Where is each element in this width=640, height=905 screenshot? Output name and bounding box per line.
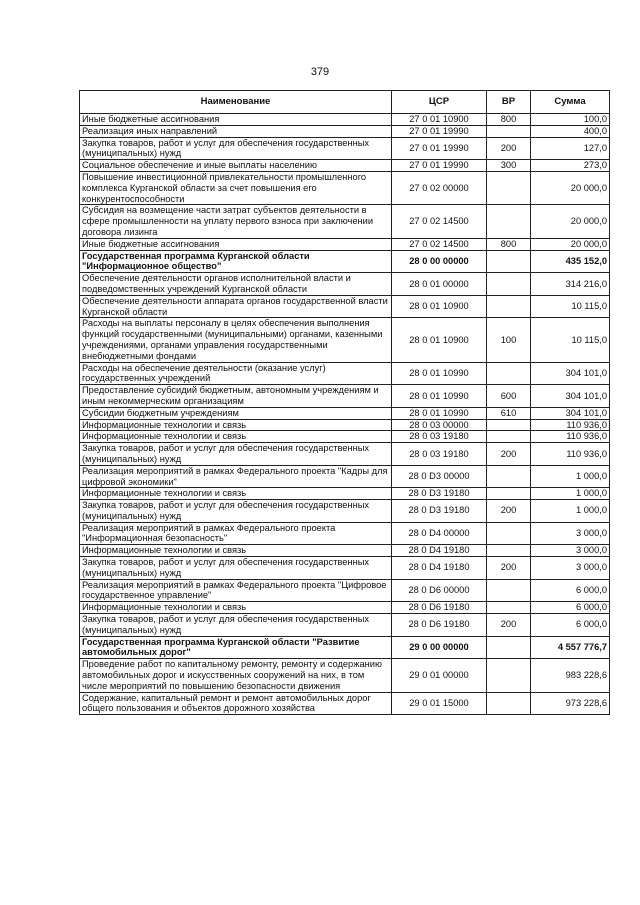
table-body: [80, 114, 610, 715]
cell-sum: 983 228,6: [531, 659, 610, 692]
cell-vr: [487, 125, 531, 137]
cell-name: Реализация мероприятий в рамках Федерального проекта "Информационная безопасность": [80, 522, 392, 545]
table-row: [80, 385, 610, 408]
table-row: [80, 362, 610, 385]
cell-csr: 28 0 D6 19180: [392, 602, 487, 614]
cell-csr: 28 0 00 00000: [392, 250, 487, 273]
cell-csr: 27 0 01 10900: [392, 114, 487, 126]
cell-name: Обеспечение деятельности органов исполнительной власти и подведомственных учреждений Курганской области: [80, 273, 392, 296]
table-row: [80, 602, 610, 614]
page-number: 379: [310, 66, 330, 78]
cell-name: Повышение инвестиционной привлекательности промышленного комплекса Курганской области за счет повышения его конкурентоспособности: [80, 171, 392, 204]
cell-csr: 28 0 D4 19180: [392, 545, 487, 557]
cell-sum: 1 000,0: [531, 488, 610, 500]
table-row: [80, 160, 610, 172]
cell-vr: 800: [487, 114, 531, 126]
cell-name: Информационные технологии и связь: [80, 545, 392, 557]
cell-csr: 29 0 01 15000: [392, 692, 487, 715]
cell-vr: [487, 636, 531, 659]
cell-csr: 27 0 01 19990: [392, 160, 487, 172]
cell-csr: 29 0 01 00000: [392, 659, 487, 692]
cell-vr: [487, 250, 531, 273]
cell-vr: [487, 659, 531, 692]
table-row: [80, 407, 610, 419]
cell-csr: 28 0 D3 00000: [392, 465, 487, 488]
cell-name: Закупка товаров, работ и услуг для обеспечения государственных (муниципальных) нужд: [80, 137, 392, 160]
cell-name: Закупка товаров, работ и услуг для обеспечения государственных (муниципальных) нужд: [80, 614, 392, 637]
cell-csr: 27 0 01 19990: [392, 125, 487, 137]
cell-sum: 3 000,0: [531, 557, 610, 580]
cell-sum: 10 115,0: [531, 318, 610, 362]
cell-sum: 4 557 776,7: [531, 636, 610, 659]
cell-name: Предоставление субсидий бюджетным, автономным учреждениям и иным некоммерческим организациям: [80, 385, 392, 408]
table-row: [80, 114, 610, 126]
header-name: Наименование: [80, 91, 392, 114]
table-row: [80, 125, 610, 137]
cell-csr: 28 0 D4 00000: [392, 522, 487, 545]
cell-name: Иные бюджетные ассигнования: [80, 114, 392, 126]
table-row: [80, 171, 610, 204]
table-row: [80, 614, 610, 637]
cell-sum: 1 000,0: [531, 465, 610, 488]
cell-name: Реализация мероприятий в рамках Федерального проекта "Кадры для цифровой экономики": [80, 465, 392, 488]
cell-vr: [487, 579, 531, 602]
cell-sum: 3 000,0: [531, 522, 610, 545]
cell-name: Информационные технологии и связь: [80, 419, 392, 431]
cell-name: Обеспечение деятельности аппарата органов государственной власти Курганской области: [80, 295, 392, 318]
cell-vr: 600: [487, 385, 531, 408]
cell-vr: 300: [487, 160, 531, 172]
cell-csr: 28 0 01 10990: [392, 407, 487, 419]
cell-sum: 304 101,0: [531, 407, 610, 419]
cell-csr: 28 0 01 00000: [392, 273, 487, 296]
cell-csr: 29 0 00 00000: [392, 636, 487, 659]
cell-sum: 20 000,0: [531, 171, 610, 204]
header-sum: Сумма: [531, 91, 610, 114]
table-row: [80, 557, 610, 580]
cell-name: Реализация мероприятий в рамках Федерального проекта "Цифровое государственное управление": [80, 579, 392, 602]
cell-sum: 6 000,0: [531, 602, 610, 614]
cell-sum: 314 216,0: [531, 273, 610, 296]
cell-vr: [487, 171, 531, 204]
table-row: [80, 636, 610, 659]
cell-vr: 200: [487, 557, 531, 580]
cell-sum: 100,0: [531, 114, 610, 126]
cell-name: Закупка товаров, работ и услуг для обеспечения государственных (муниципальных) нужд: [80, 557, 392, 580]
cell-name: Государственная программа Курганской области "Развитие автомобильных дорог": [80, 636, 392, 659]
cell-csr: 28 0 D3 19180: [392, 488, 487, 500]
cell-name: Иные бюджетные ассигнования: [80, 238, 392, 250]
table-row: [80, 500, 610, 523]
cell-name: Расходы на обеспечение деятельности (оказание услуг) государственных учреждений: [80, 362, 392, 385]
cell-csr: 28 0 03 19180: [392, 443, 487, 466]
cell-csr: 27 0 02 14500: [392, 238, 487, 250]
cell-sum: 110 936,0: [531, 443, 610, 466]
cell-csr: 28 0 D6 19180: [392, 614, 487, 637]
cell-sum: 273,0: [531, 160, 610, 172]
cell-vr: [487, 465, 531, 488]
cell-csr: 28 0 D3 19180: [392, 500, 487, 523]
cell-csr: 27 0 02 14500: [392, 205, 487, 238]
header-csr: ЦСР: [392, 91, 487, 114]
cell-sum: 20 000,0: [531, 238, 610, 250]
cell-sum: 435 152,0: [531, 250, 610, 273]
cell-sum: 6 000,0: [531, 614, 610, 637]
table-row: [80, 238, 610, 250]
cell-sum: 110 936,0: [531, 419, 610, 431]
table-row: [80, 522, 610, 545]
table-row: [80, 295, 610, 318]
table-row: [80, 273, 610, 296]
cell-sum: 304 101,0: [531, 385, 610, 408]
cell-vr: [487, 692, 531, 715]
cell-vr: [487, 419, 531, 431]
table-row: [80, 659, 610, 692]
table-row: [80, 488, 610, 500]
table-row: [80, 545, 610, 557]
cell-csr: 28 0 01 10990: [392, 385, 487, 408]
cell-name: Закупка товаров, работ и услуг для обеспечения государственных (муниципальных) нужд: [80, 500, 392, 523]
table-row: [80, 692, 610, 715]
cell-name: Расходы на выплаты персоналу в целях обеспечения выполнения функций государственными (муниципальными) органами, казенными учреждениями, органами управления государственными внебюджетными фондами: [80, 318, 392, 362]
cell-vr: 610: [487, 407, 531, 419]
cell-sum: 3 000,0: [531, 545, 610, 557]
cell-csr: 27 0 01 19990: [392, 137, 487, 160]
cell-vr: [487, 522, 531, 545]
cell-name: Информационные технологии и связь: [80, 488, 392, 500]
cell-vr: [487, 545, 531, 557]
table-row: [80, 318, 610, 362]
cell-vr: [487, 488, 531, 500]
cell-vr: 100: [487, 318, 531, 362]
table-row: [80, 205, 610, 238]
table-row: [80, 579, 610, 602]
cell-csr: 28 0 D4 19180: [392, 557, 487, 580]
budget-table: [79, 90, 610, 715]
cell-csr: 28 0 03 00000: [392, 419, 487, 431]
cell-name: Социальное обеспечение и иные выплаты населению: [80, 160, 392, 172]
cell-vr: [487, 295, 531, 318]
cell-sum: 110 936,0: [531, 431, 610, 443]
cell-name: Содержание, капитальный ремонт и ремонт автомобильных дорог общего пользования и объектов дорожного хозяйства: [80, 692, 392, 715]
cell-vr: [487, 205, 531, 238]
cell-vr: 200: [487, 137, 531, 160]
cell-name: Информационные технологии и связь: [80, 602, 392, 614]
table-row: [80, 465, 610, 488]
cell-vr: [487, 273, 531, 296]
cell-csr: 28 0 01 10900: [392, 295, 487, 318]
cell-vr: [487, 362, 531, 385]
cell-sum: 973 228,6: [531, 692, 610, 715]
cell-sum: 6 000,0: [531, 579, 610, 602]
cell-name: Субсидии бюджетным учреждениям: [80, 407, 392, 419]
cell-sum: 304 101,0: [531, 362, 610, 385]
cell-csr: 28 0 03 19180: [392, 431, 487, 443]
cell-csr: 28 0 01 10990: [392, 362, 487, 385]
cell-vr: [487, 431, 531, 443]
cell-sum: 127,0: [531, 137, 610, 160]
cell-sum: 20 000,0: [531, 205, 610, 238]
cell-name: Государственная программа Курганской области "Информационное общество": [80, 250, 392, 273]
cell-vr: 200: [487, 500, 531, 523]
table-header-row: [80, 91, 610, 114]
cell-vr: 800: [487, 238, 531, 250]
table-row: [80, 137, 610, 160]
cell-csr: 28 0 D6 00000: [392, 579, 487, 602]
cell-sum: 400,0: [531, 125, 610, 137]
cell-name: Закупка товаров, работ и услуг для обеспечения государственных (муниципальных) нужд: [80, 443, 392, 466]
table-row: [80, 431, 610, 443]
header-vr: ВР: [487, 91, 531, 114]
cell-name: Реализация иных направлений: [80, 125, 392, 137]
cell-vr: 200: [487, 614, 531, 637]
cell-name: Проведение работ по капитальному ремонту, ремонту и содержанию автомобильных дорог и искусственных сооружений на них, в том числе мероприятий по повышению безопасности движения: [80, 659, 392, 692]
cell-vr: [487, 602, 531, 614]
table-row: [80, 419, 610, 431]
cell-sum: 1 000,0: [531, 500, 610, 523]
cell-csr: 28 0 01 10900: [392, 318, 487, 362]
cell-csr: 27 0 02 00000: [392, 171, 487, 204]
cell-name: Информационные технологии и связь: [80, 431, 392, 443]
cell-vr: 200: [487, 443, 531, 466]
table-row: [80, 250, 610, 273]
cell-name: Субсидия на возмещение части затрат субъектов деятельности в сфере промышленности на уплату первого взноса при заключении договора лизинга: [80, 205, 392, 238]
table-row: [80, 443, 610, 466]
cell-sum: 10 115,0: [531, 295, 610, 318]
